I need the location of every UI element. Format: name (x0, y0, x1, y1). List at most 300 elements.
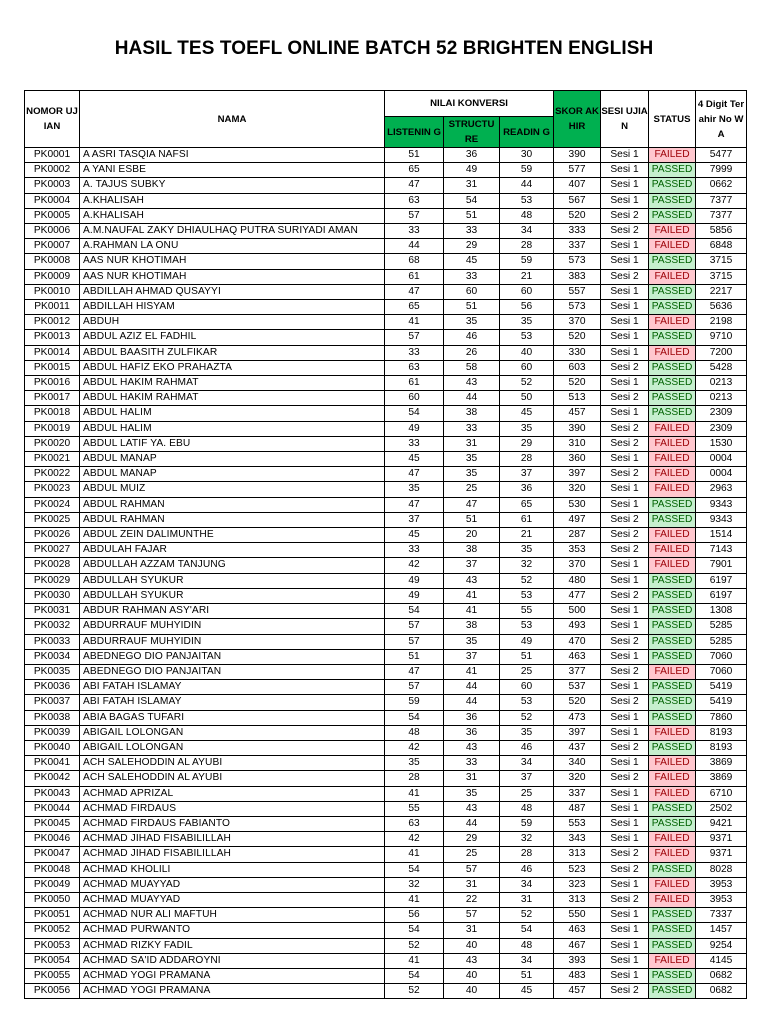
table-row (25, 421, 747, 436)
cell-status: FAILED (649, 239, 696, 254)
cell-skor-akhir: 467 (554, 938, 601, 953)
cell-reading: 52 (500, 710, 554, 725)
cell-reading: 30 (500, 148, 554, 163)
table-row (25, 330, 747, 345)
cell-status: FAILED (649, 771, 696, 786)
table-row (25, 148, 747, 163)
cell-structure: 35 (444, 634, 500, 649)
cell-status: PASSED (649, 497, 696, 512)
cell-digit-wa: 2309 (696, 421, 747, 436)
cell-listening: 28 (385, 771, 444, 786)
cell-listening: 54 (385, 406, 444, 421)
cell-digit-wa: 6197 (696, 573, 747, 588)
cell-sesi-ujian: Sesi 1 (601, 938, 649, 953)
cell-structure: 33 (444, 269, 500, 284)
cell-digit-wa: 9371 (696, 847, 747, 862)
table-row (25, 391, 747, 406)
header-listening: LISTENIN G (385, 117, 444, 148)
cell-sesi-ujian: Sesi 1 (601, 163, 649, 178)
cell-nomor-ujian: PK0056 (25, 984, 80, 999)
cell-digit-wa: 7200 (696, 345, 747, 360)
cell-nama: ABIGAIL LOLONGAN (80, 740, 385, 755)
cell-structure: 43 (444, 573, 500, 588)
cell-structure: 38 (444, 406, 500, 421)
cell-status: PASSED (649, 908, 696, 923)
table-row (25, 345, 747, 360)
cell-sesi-ujian: Sesi 2 (601, 862, 649, 877)
cell-sesi-ujian: Sesi 1 (601, 300, 649, 315)
cell-structure: 57 (444, 908, 500, 923)
cell-digit-wa: 5856 (696, 224, 747, 239)
table-row (25, 649, 747, 664)
cell-structure: 29 (444, 832, 500, 847)
table-row (25, 543, 747, 558)
table-row (25, 254, 747, 269)
cell-status: FAILED (649, 664, 696, 679)
table-row (25, 801, 747, 816)
cell-listening: 61 (385, 269, 444, 284)
cell-reading: 34 (500, 224, 554, 239)
cell-nomor-ujian: PK0031 (25, 604, 80, 619)
table-row (25, 832, 747, 847)
cell-structure: 43 (444, 801, 500, 816)
cell-digit-wa: 5419 (696, 680, 747, 695)
cell-listening: 32 (385, 877, 444, 892)
cell-digit-wa: 3953 (696, 877, 747, 892)
cell-skor-akhir: 520 (554, 376, 601, 391)
table-row (25, 725, 747, 740)
cell-listening: 33 (385, 543, 444, 558)
cell-reading: 60 (500, 680, 554, 695)
cell-status: PASSED (649, 360, 696, 375)
table-row (25, 269, 747, 284)
cell-listening: 51 (385, 148, 444, 163)
cell-sesi-ujian: Sesi 1 (601, 345, 649, 360)
cell-digit-wa: 1530 (696, 436, 747, 451)
cell-skor-akhir: 393 (554, 953, 601, 968)
cell-skor-akhir: 573 (554, 254, 601, 269)
cell-status: PASSED (649, 163, 696, 178)
table-row (25, 573, 747, 588)
cell-nama: ACHMAD FIRDAUS (80, 801, 385, 816)
cell-nama: A ASRI TASQIA NAFSI (80, 148, 385, 163)
cell-nama: A YANI ESBE (80, 163, 385, 178)
cell-listening: 33 (385, 436, 444, 451)
cell-status: FAILED (649, 543, 696, 558)
cell-skor-akhir: 340 (554, 756, 601, 771)
cell-skor-akhir: 390 (554, 421, 601, 436)
table-row (25, 695, 747, 710)
cell-digit-wa: 9371 (696, 832, 747, 847)
cell-listening: 63 (385, 193, 444, 208)
cell-digit-wa: 0213 (696, 391, 747, 406)
cell-listening: 60 (385, 391, 444, 406)
cell-listening: 68 (385, 254, 444, 269)
table-row (25, 376, 747, 391)
cell-status: PASSED (649, 680, 696, 695)
cell-sesi-ujian: Sesi 1 (601, 710, 649, 725)
cell-digit-wa: 9254 (696, 938, 747, 953)
table-row (25, 436, 747, 451)
table-row (25, 877, 747, 892)
cell-reading: 46 (500, 740, 554, 755)
cell-status: FAILED (649, 345, 696, 360)
cell-structure: 51 (444, 512, 500, 527)
table-row (25, 680, 747, 695)
cell-nama: ABDUL BAASITH ZULFIKAR (80, 345, 385, 360)
cell-nama: ABIGAIL LOLONGAN (80, 725, 385, 740)
cell-structure: 37 (444, 649, 500, 664)
cell-structure: 58 (444, 360, 500, 375)
table-row (25, 862, 747, 877)
cell-digit-wa: 2198 (696, 315, 747, 330)
cell-structure: 37 (444, 558, 500, 573)
cell-structure: 44 (444, 816, 500, 831)
cell-nama: A.KHALISAH (80, 193, 385, 208)
cell-reading: 35 (500, 725, 554, 740)
cell-nama: ACHMAD JIHAD FISABILILLAH (80, 847, 385, 862)
cell-skor-akhir: 500 (554, 604, 601, 619)
cell-status: PASSED (649, 619, 696, 634)
cell-sesi-ujian: Sesi 1 (601, 330, 649, 345)
cell-structure: 20 (444, 528, 500, 543)
cell-nama: ABDUL HAKIM RAHMAT (80, 376, 385, 391)
cell-skor-akhir: 483 (554, 968, 601, 983)
cell-sesi-ujian: Sesi 1 (601, 148, 649, 163)
cell-digit-wa: 8193 (696, 725, 747, 740)
cell-skor-akhir: 530 (554, 497, 601, 512)
cell-status: PASSED (649, 254, 696, 269)
cell-status: PASSED (649, 801, 696, 816)
cell-status: FAILED (649, 786, 696, 801)
cell-digit-wa: 7060 (696, 649, 747, 664)
cell-nama: ABDURRAUF MUHYIDIN (80, 619, 385, 634)
cell-status: PASSED (649, 300, 696, 315)
cell-digit-wa: 7143 (696, 543, 747, 558)
cell-skor-akhir: 337 (554, 786, 601, 801)
cell-digit-wa: 2217 (696, 284, 747, 299)
cell-nomor-ujian: PK0045 (25, 816, 80, 831)
cell-reading: 37 (500, 467, 554, 482)
cell-nomor-ujian: PK0038 (25, 710, 80, 725)
cell-reading: 35 (500, 315, 554, 330)
cell-sesi-ujian: Sesi 1 (601, 953, 649, 968)
cell-sesi-ujian: Sesi 1 (601, 254, 649, 269)
cell-nama: ACHMAD RIZKY FADIL (80, 938, 385, 953)
cell-skor-akhir: 333 (554, 224, 601, 239)
cell-nomor-ujian: PK0044 (25, 801, 80, 816)
cell-nama: ABDUL RAHMAN (80, 512, 385, 527)
table-row (25, 756, 747, 771)
cell-nomor-ujian: PK0006 (25, 224, 80, 239)
cell-reading: 61 (500, 512, 554, 527)
cell-listening: 41 (385, 786, 444, 801)
cell-skor-akhir: 487 (554, 801, 601, 816)
cell-digit-wa: 1457 (696, 923, 747, 938)
cell-digit-wa: 5636 (696, 300, 747, 315)
cell-nama: ABDURRAUF MUHYIDIN (80, 634, 385, 649)
cell-status: FAILED (649, 482, 696, 497)
cell-status: PASSED (649, 588, 696, 603)
cell-status: FAILED (649, 467, 696, 482)
cell-digit-wa: 5285 (696, 634, 747, 649)
cell-reading: 53 (500, 193, 554, 208)
cell-structure: 33 (444, 421, 500, 436)
cell-reading: 37 (500, 771, 554, 786)
cell-nama: ABEDNEGO DIO PANJAITAN (80, 649, 385, 664)
cell-status: FAILED (649, 315, 696, 330)
cell-skor-akhir: 370 (554, 558, 601, 573)
cell-listening: 63 (385, 360, 444, 375)
cell-skor-akhir: 313 (554, 892, 601, 907)
cell-sesi-ujian: Sesi 2 (601, 847, 649, 862)
cell-nama: ACHMAD YOGI PRAMANA (80, 968, 385, 983)
cell-status: PASSED (649, 740, 696, 755)
cell-structure: 47 (444, 497, 500, 512)
cell-nomor-ujian: PK0055 (25, 968, 80, 983)
cell-structure: 43 (444, 740, 500, 755)
table-row (25, 360, 747, 375)
cell-sesi-ujian: Sesi 2 (601, 467, 649, 482)
cell-structure: 45 (444, 254, 500, 269)
cell-digit-wa: 8028 (696, 862, 747, 877)
cell-listening: 47 (385, 497, 444, 512)
table-row (25, 208, 747, 223)
cell-nomor-ujian: PK0027 (25, 543, 80, 558)
cell-sesi-ujian: Sesi 2 (601, 695, 649, 710)
cell-nomor-ujian: PK0037 (25, 695, 80, 710)
cell-structure: 22 (444, 892, 500, 907)
header-nama: NAMA (80, 91, 385, 148)
cell-nomor-ujian: PK0049 (25, 877, 80, 892)
cell-nama: A.KHALISAH (80, 208, 385, 223)
table-row (25, 239, 747, 254)
cell-structure: 31 (444, 178, 500, 193)
cell-skor-akhir: 377 (554, 664, 601, 679)
cell-structure: 54 (444, 193, 500, 208)
cell-nama: ACH SALEHODDIN AL AYUBI (80, 756, 385, 771)
cell-structure: 46 (444, 330, 500, 345)
cell-nama: ACHMAD JIHAD FISABILILLAH (80, 832, 385, 847)
cell-sesi-ujian: Sesi 1 (601, 756, 649, 771)
cell-nomor-ujian: PK0008 (25, 254, 80, 269)
cell-skor-akhir: 353 (554, 543, 601, 558)
cell-listening: 54 (385, 923, 444, 938)
cell-listening: 33 (385, 345, 444, 360)
cell-listening: 33 (385, 224, 444, 239)
cell-listening: 59 (385, 695, 444, 710)
cell-nomor-ujian: PK0050 (25, 892, 80, 907)
cell-nomor-ujian: PK0041 (25, 756, 80, 771)
cell-digit-wa: 3715 (696, 254, 747, 269)
cell-sesi-ujian: Sesi 2 (601, 208, 649, 223)
cell-sesi-ujian: Sesi 2 (601, 740, 649, 755)
cell-structure: 43 (444, 376, 500, 391)
cell-digit-wa: 0004 (696, 467, 747, 482)
cell-listening: 45 (385, 528, 444, 543)
cell-nama: ACHMAD NUR ALI MAFTUH (80, 908, 385, 923)
cell-status: FAILED (649, 756, 696, 771)
header-digit-wa: 4 Digit Terahir No WA (696, 91, 747, 148)
cell-sesi-ujian: Sesi 2 (601, 269, 649, 284)
cell-structure: 41 (444, 664, 500, 679)
cell-listening: 52 (385, 984, 444, 999)
cell-structure: 41 (444, 604, 500, 619)
cell-skor-akhir: 330 (554, 345, 601, 360)
cell-listening: 44 (385, 239, 444, 254)
cell-skor-akhir: 470 (554, 634, 601, 649)
cell-reading: 60 (500, 360, 554, 375)
cell-status: PASSED (649, 695, 696, 710)
cell-listening: 54 (385, 604, 444, 619)
cell-nomor-ujian: PK0026 (25, 528, 80, 543)
cell-reading: 60 (500, 284, 554, 299)
cell-status: FAILED (649, 224, 696, 239)
cell-status: PASSED (649, 573, 696, 588)
cell-nomor-ujian: PK0036 (25, 680, 80, 695)
cell-sesi-ujian: Sesi 1 (601, 239, 649, 254)
cell-reading: 48 (500, 208, 554, 223)
cell-sesi-ujian: Sesi 1 (601, 193, 649, 208)
table-row (25, 847, 747, 862)
cell-nomor-ujian: PK0033 (25, 634, 80, 649)
cell-skor-akhir: 407 (554, 178, 601, 193)
table-row (25, 786, 747, 801)
cell-structure: 25 (444, 482, 500, 497)
cell-nomor-ujian: PK0047 (25, 847, 80, 862)
cell-digit-wa: 3869 (696, 771, 747, 786)
cell-skor-akhir: 513 (554, 391, 601, 406)
cell-nama: ACHMAD YOGI PRAMANA (80, 984, 385, 999)
cell-skor-akhir: 320 (554, 771, 601, 786)
cell-digit-wa: 6197 (696, 588, 747, 603)
table-row (25, 923, 747, 938)
cell-reading: 40 (500, 345, 554, 360)
cell-nomor-ujian: PK0053 (25, 938, 80, 953)
cell-sesi-ujian: Sesi 1 (601, 482, 649, 497)
cell-nama: ACHMAD PURWANTO (80, 923, 385, 938)
table-row (25, 315, 747, 330)
cell-digit-wa: 4145 (696, 953, 747, 968)
table-row (25, 604, 747, 619)
cell-skor-akhir: 493 (554, 619, 601, 634)
cell-listening: 49 (385, 588, 444, 603)
header-structure: STRUCTU RE (444, 117, 500, 148)
cell-skor-akhir: 397 (554, 725, 601, 740)
cell-skor-akhir: 360 (554, 452, 601, 467)
results-body (25, 148, 747, 999)
cell-reading: 51 (500, 649, 554, 664)
cell-listening: 48 (385, 725, 444, 740)
cell-status: PASSED (649, 512, 696, 527)
table-row (25, 452, 747, 467)
table-row (25, 558, 747, 573)
cell-digit-wa: 5285 (696, 619, 747, 634)
cell-structure: 49 (444, 163, 500, 178)
cell-nomor-ujian: PK0039 (25, 725, 80, 740)
cell-sesi-ujian: Sesi 1 (601, 452, 649, 467)
cell-structure: 36 (444, 725, 500, 740)
table-row (25, 163, 747, 178)
cell-listening: 42 (385, 740, 444, 755)
cell-structure: 35 (444, 452, 500, 467)
cell-nama: ABDUL HALIM (80, 406, 385, 421)
cell-reading: 55 (500, 604, 554, 619)
cell-nomor-ujian: PK0011 (25, 300, 80, 315)
table-row (25, 771, 747, 786)
cell-structure: 29 (444, 239, 500, 254)
cell-structure: 33 (444, 756, 500, 771)
cell-skor-akhir: 337 (554, 239, 601, 254)
cell-digit-wa: 0662 (696, 178, 747, 193)
table-row (25, 908, 747, 923)
cell-nomor-ujian: PK0020 (25, 436, 80, 451)
cell-structure: 26 (444, 345, 500, 360)
cell-nomor-ujian: PK0012 (25, 315, 80, 330)
cell-sesi-ujian: Sesi 2 (601, 224, 649, 239)
cell-nama: ABDULLAH SYUKUR (80, 588, 385, 603)
cell-structure: 31 (444, 877, 500, 892)
table-row (25, 512, 747, 527)
cell-structure: 40 (444, 968, 500, 983)
cell-listening: 35 (385, 756, 444, 771)
cell-nama: ABDILLAH HISYAM (80, 300, 385, 315)
cell-reading: 52 (500, 573, 554, 588)
cell-digit-wa: 9343 (696, 512, 747, 527)
cell-digit-wa: 0004 (696, 452, 747, 467)
cell-status: FAILED (649, 528, 696, 543)
cell-sesi-ujian: Sesi 1 (601, 801, 649, 816)
cell-reading: 31 (500, 892, 554, 907)
cell-status: FAILED (649, 832, 696, 847)
cell-structure: 44 (444, 695, 500, 710)
cell-skor-akhir: 577 (554, 163, 601, 178)
header-reading: READIN G (500, 117, 554, 148)
cell-nomor-ujian: PK0005 (25, 208, 80, 223)
cell-listening: 57 (385, 330, 444, 345)
cell-listening: 56 (385, 908, 444, 923)
cell-status: FAILED (649, 892, 696, 907)
cell-reading: 28 (500, 452, 554, 467)
cell-skor-akhir: 523 (554, 862, 601, 877)
cell-structure: 36 (444, 148, 500, 163)
table-row (25, 482, 747, 497)
cell-nomor-ujian: PK0046 (25, 832, 80, 847)
cell-nama: ABDILLAH AHMAD QUSAYYI (80, 284, 385, 299)
cell-listening: 49 (385, 573, 444, 588)
cell-skor-akhir: 383 (554, 269, 601, 284)
cell-nama: ABDUL MUIZ (80, 482, 385, 497)
cell-digit-wa: 9421 (696, 816, 747, 831)
cell-status: PASSED (649, 391, 696, 406)
cell-status: PASSED (649, 938, 696, 953)
cell-sesi-ujian: Sesi 1 (601, 680, 649, 695)
cell-digit-wa: 7377 (696, 193, 747, 208)
cell-status: PASSED (649, 406, 696, 421)
table-row (25, 710, 747, 725)
cell-nomor-ujian: PK0054 (25, 953, 80, 968)
cell-sesi-ujian: Sesi 2 (601, 771, 649, 786)
cell-structure: 35 (444, 467, 500, 482)
cell-nama: ABDULLAH AZZAM TANJUNG (80, 558, 385, 573)
header-nilai-konversi: NILAI KONVERSI (385, 91, 554, 117)
cell-digit-wa: 9343 (696, 497, 747, 512)
cell-status: PASSED (649, 984, 696, 999)
table-row (25, 740, 747, 755)
cell-nomor-ujian: PK0023 (25, 482, 80, 497)
cell-reading: 51 (500, 968, 554, 983)
table-row (25, 938, 747, 953)
